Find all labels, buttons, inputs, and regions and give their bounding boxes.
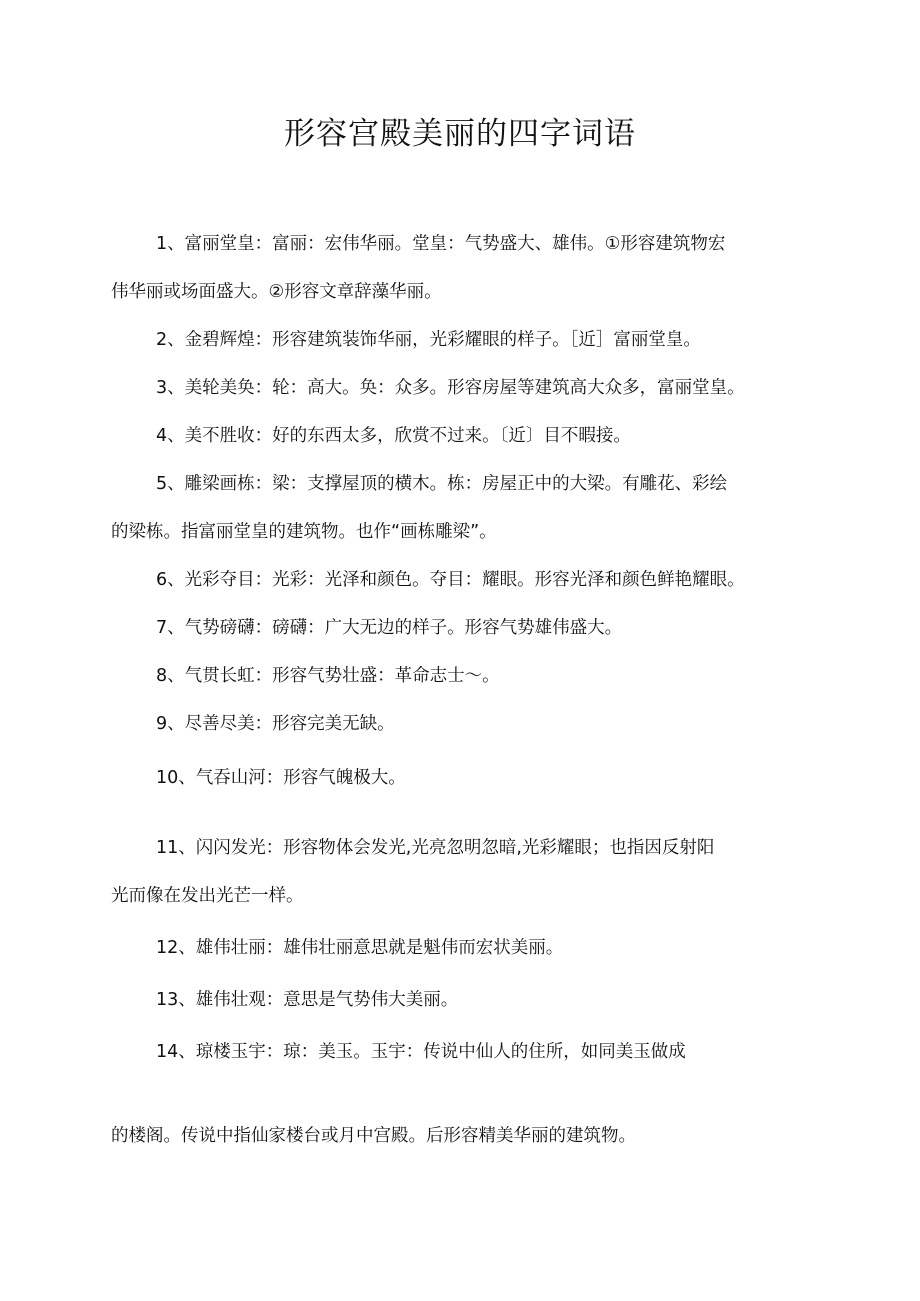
entry-11-line-1: 11、闪闪发光：形容物体会发光,光亮忽明忽暗,光彩耀眼；也指因反射阳 bbox=[156, 838, 715, 858]
entry-5-line-2: 的梁栋。指富丽堂皇的建筑物。也作“画栋雕梁”。 bbox=[111, 522, 497, 542]
entry-9: 9、尽善尽美：形容完美无缺。 bbox=[156, 714, 395, 734]
entry-1-line-1: 1、富丽堂皇：富丽：宏伟华丽。堂皇：气势盛大、雄伟。①形容建筑物宏 bbox=[156, 234, 726, 254]
entry-6: 6、光彩夺目：光彩：光泽和颜色。夺目：耀眼。形容光泽和颜色鲜艳耀眼。 bbox=[156, 570, 745, 590]
entry-10: 10、气吞山河：形容气魄极大。 bbox=[156, 768, 406, 788]
entry-2: 2、金碧辉煌：形容建筑装饰华丽，光彩耀眼的样子。［近］富丽堂皇。 bbox=[156, 330, 701, 350]
entry-14-line-2: 的楼阁。传说中指仙家楼台或月中宫殿。后形容精美华丽的建筑物。 bbox=[111, 1126, 636, 1146]
entry-12: 12、雄伟壮丽：雄伟壮丽意思就是魁伟而宏状美丽。 bbox=[156, 938, 564, 958]
entry-4: 4、美不胜收：好的东西太多，欣赏不过来。〔近〕目不暇接。 bbox=[156, 426, 631, 446]
entry-13: 13、雄伟壮观：意思是气势伟大美丽。 bbox=[156, 990, 459, 1010]
page-title: 形容宫殿美丽的四字词语 bbox=[284, 116, 636, 152]
entry-1-line-2: 伟华丽或场面盛大。②形容文章辞藻华丽。 bbox=[111, 282, 442, 302]
entry-11-line-2: 光而像在发出光芒一样。 bbox=[111, 886, 304, 906]
entry-8: 8、气贯长虹：形容气势壮盛：革命志士～。 bbox=[156, 666, 500, 686]
entry-7: 7、气势磅礴：磅礴：广大无边的样子。形容气势雄伟盛大。 bbox=[156, 618, 623, 638]
entry-14-line-1: 14、琼楼玉宇：琼：美玉。玉宇：传说中仙人的住所，如同美玉做成 bbox=[156, 1042, 686, 1062]
entry-3: 3、美轮美奂：轮：高大。奂：众多。形容房屋等建筑高大众多，富丽堂皇。 bbox=[156, 378, 745, 398]
entry-5-line-1: 5、雕梁画栋：梁：支撑屋顶的横木。栋：房屋正中的大梁。有雕花、彩绘 bbox=[156, 474, 728, 494]
